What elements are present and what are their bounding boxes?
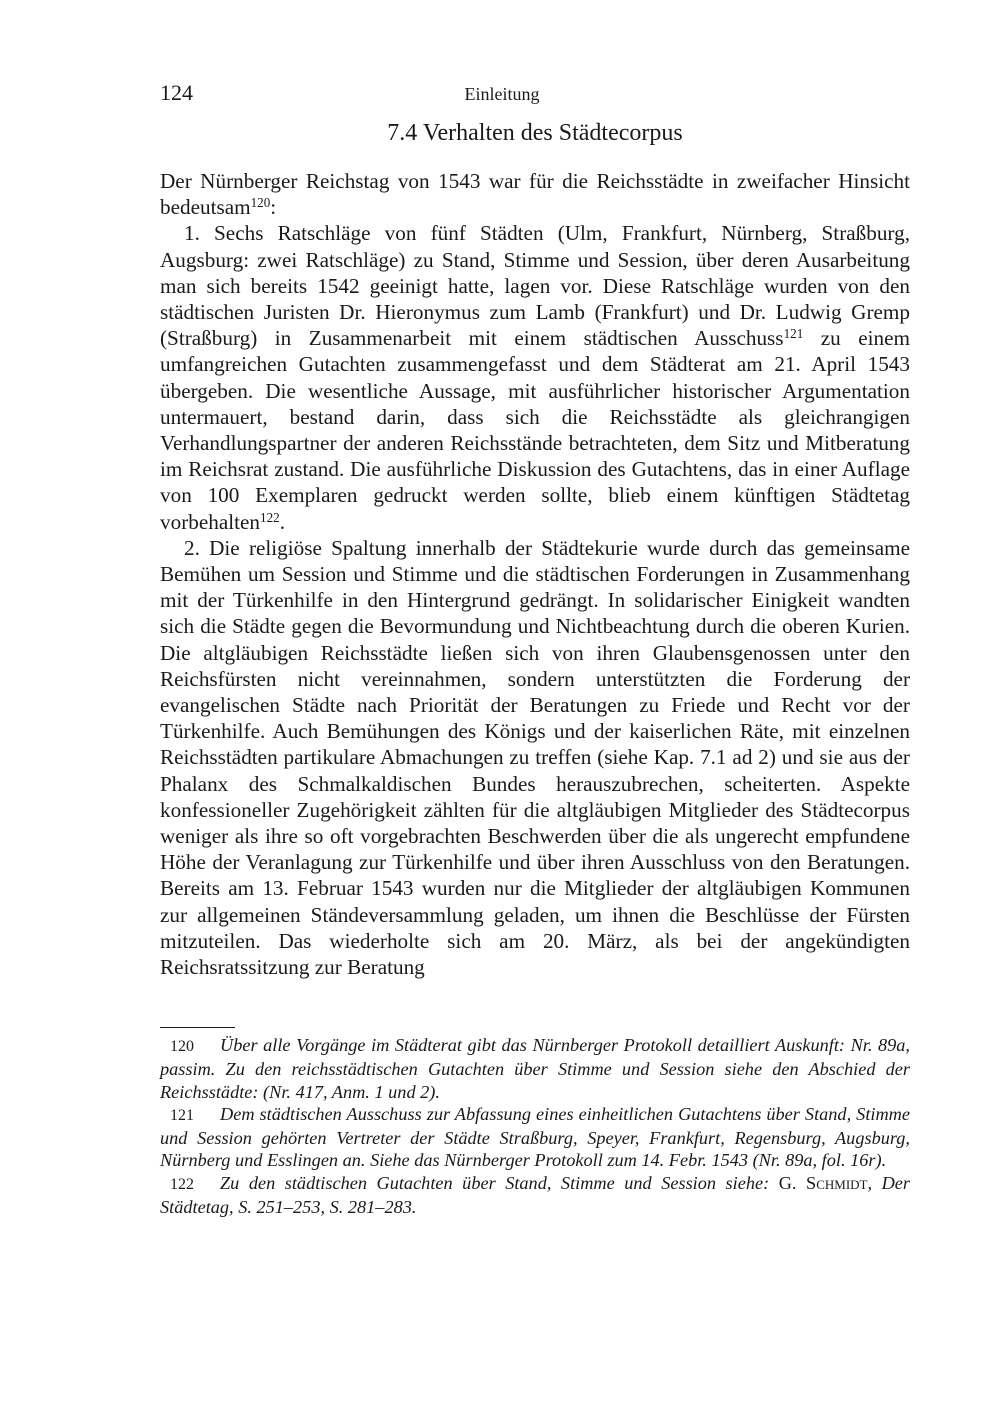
footnotes (160, 1034, 910, 1218)
footnote-ref-122[interactable]: 122 (260, 509, 280, 525)
footnote-120 (160, 1034, 910, 1103)
main-text (160, 168, 910, 980)
running-head: Einleitung (464, 84, 540, 104)
footnote-ref-121[interactable]: 121 (783, 326, 804, 341)
page-number: 124 (160, 80, 193, 105)
footnote-122 (160, 1172, 910, 1219)
footnote-text-end: , Der Städtetag, S. 251–253, S. 281–283. (160, 1172, 911, 1218)
paragraph-1-text-b: zu einem umfangreichen Gutachten zusammengefasst und dem Städterat am 21. April 1543 übergeben. Die wesentliche Aussage, mit ausführlicher historischer Argumentation untermauert, bestand darin, dass sich die Reichsstädte als gleichrangigen Verhandlungspartner der anderen Reichsstände betrachteten, dem Sitz und Mitberatung im Reichsrat zustand. Die ausführliche Diskussion des Gutachtens, das in einer Auflage von 100 Exemplaren gedruckt werden sollte, blieb einem künftigen Städtetag vorbehalten (160, 326, 910, 534)
paragraph-2: 2. Die religiöse Spaltung innerhalb der Städtekurie wurde durch das gemeinsame Bemühen um Session und Stimme und die städtischen Forderungen in Zusammenhang mit der Türkenhilfe in den Hintergrund gedrängt. In solidarischer Einigkeit wandten sich die Städte gegen die Bevormundung und Nichtbeachtung durch die oberen Kurien. Die altgläubigen Reichsstädte ließen sich von ihren Glaubensgenossen unter den Reichsfürsten nicht vereinnahmen, sondern unterstützten die Forderung der evangelischen Städte nach Priorität der Beratungen zu Friede und Recht vor der Türkenhilfe. Auch Bemühungen des Königs und der kaiserlichen Räte, mit einzelnen Reichsstädten partikulare Abmachungen zu treffen (siehe Kap. 7.1 ad 2) und sie aus der Phalanx des Schmalkaldischen Bundes herauszubrechen, scheiterten. Aspekte konfessioneller Zugehörigkeit zählten für die altgläubigen Mitglieder des Städtecorpus weniger als ihre so oft vorgebrachten Beschwerden über die als ungerecht empfundene Höhe der Veranlagung zur Türkenhilfe und über ihren Ausschluss von den Beratungen. Bereits am 13. Februar 1543 wurden nur die Mitglieder der altgläubigen Kommunen zur allgemeinen Ständeversammlung geladen, um ihnen die Beschlüsse der Fürsten mitzuteilen. Das wiederholte sich am 20. März, als bei der angekündigten Reichsratssitzung zur Beratung (160, 535, 910, 980)
paragraph-1-text-c: . (279, 509, 285, 534)
intro-paragraph (160, 168, 910, 220)
footnote-number: 121 (170, 1106, 194, 1124)
intro-text-end: : (270, 195, 277, 220)
intro-text: Der Nürnberger Reichstag von 1543 war für die Reichsstädte in zweifacher Hinsicht bedeutsam (160, 169, 910, 220)
footnote-text: Dem städtischen Ausschuss zur Abfassung eines einheitlichen Gutachtens über Stand, Stimme und Session gehörten Vertreter der Städte Straßburg, Speyer, Frankfurt, Regensburg, Augsburg, Nürnberg und Esslingen an. Siehe das Nürnberger Protokoll zum 14. Febr. 1543 (Nr. 89a, fol. 16r). (160, 1103, 910, 1171)
footnote-121 (160, 1103, 910, 1172)
footnote-number: 122 (170, 1175, 194, 1193)
footnote-text: Zu den städtischen Gutachten über Stand, Stimme und Session siehe: (220, 1172, 770, 1193)
footnote-divider (160, 1027, 235, 1028)
footnote-author-name: Schmidt (806, 1172, 868, 1193)
paragraph-1 (160, 220, 910, 534)
footnote-author-initial: G. (769, 1172, 807, 1193)
footnote-text: Über alle Vorgänge im Städterat gibt das Nürnberger Protokoll detailliert Auskunft: Nr. 89a, passim. Zu den reichsstädtischen Gutachten über Stimme und Session siehe den Abschied der Reichsstädte: (Nr. 417, Anm. 1 und 2). (160, 1035, 910, 1102)
footnote-number: 120 (170, 1038, 194, 1055)
footnote-ref-120[interactable]: 120 (250, 194, 271, 210)
section-title: 7.4 Verhalten des Städtecorpus (387, 120, 683, 146)
paragraph-1-text-a: 1. Sechs Ratschläge von fünf Städten (Ulm, Frankfurt, Nürnberg, Straßburg, Augsburg: zwei Ratschläge) zu Stand, Stimme und Session, über deren Ausarbeitung man sich bereits 1542 geeinigt hatte, lagen vor. Diese Ratschläge wurden von den städtischen Juristen Dr. Hieronymus zum Lamb (Frankfurt) und Dr. Ludwig Gremp (Straßburg) in Zusammenarbeit mit einem städtischen Ausschuss (160, 221, 910, 351)
